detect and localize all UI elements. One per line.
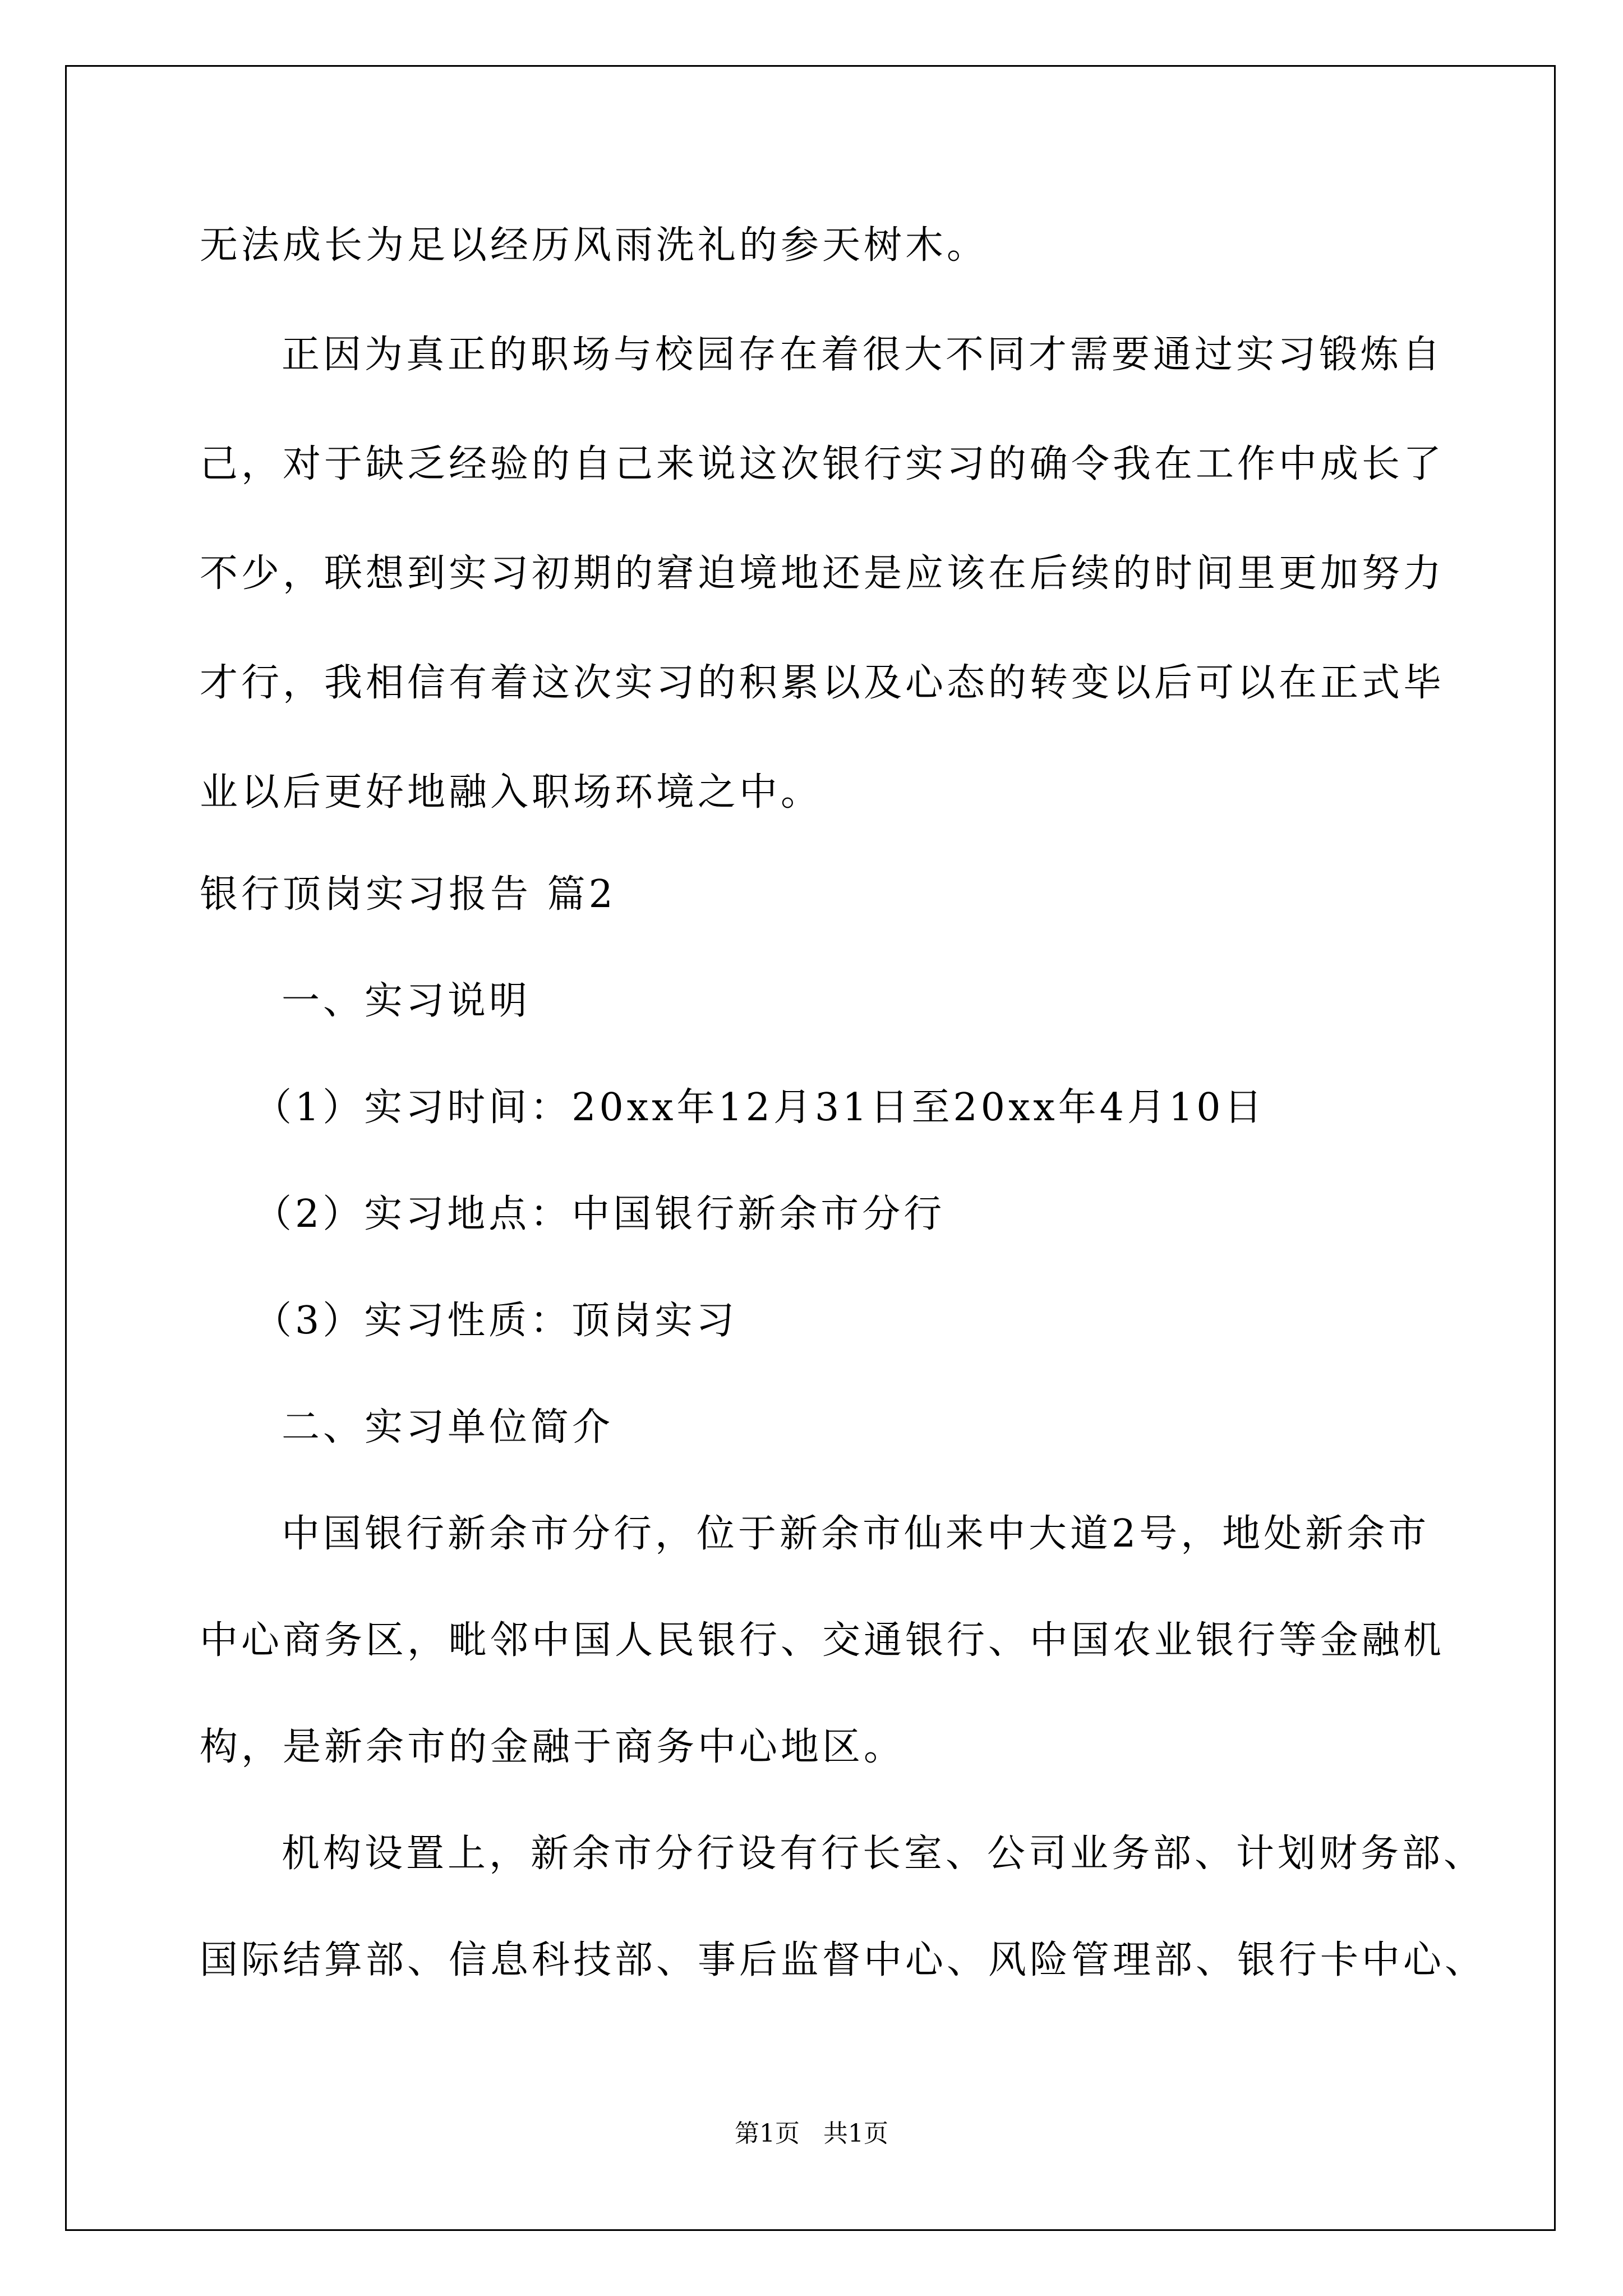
body-line: 国际结算部、信息科技部、事后监督中心、风险管理部、银行卡中心、 [200, 1938, 1487, 1982]
body-line: 正因为真正的职场与校园存在着很大不同才需要通过实习锻炼自 [282, 333, 1444, 377]
section-heading: 一、实习说明 [282, 979, 531, 1023]
body-line: 中国银行新余市分行，位于新余市仙来中大道2号，地处新余市 [282, 1512, 1430, 1556]
page-border [65, 65, 1556, 2231]
list-item: （2）实习地点：中国银行新余市分行 [253, 1192, 946, 1236]
section-title: 银行顶岗实习报告 篇2 [200, 872, 616, 917]
list-item: （1）实习时间：20xx年12月31日至20xx年4月10日 [253, 1085, 1266, 1130]
body-line: 构，是新余市的金融于商务中心地区。 [200, 1725, 906, 1769]
list-item: （3）实习性质：顶岗实习 [253, 1299, 738, 1343]
body-line: 不少，联想到实习初期的窘迫境地还是应该在后续的时间里更加努力 [200, 551, 1445, 596]
page-number: 第1页 共1页 [735, 2119, 888, 2148]
body-line: 中心商务区，毗邻中国人民银行、交通银行、中国农业银行等金融机 [200, 1618, 1445, 1663]
body-line: 才行，我相信有着这次实习的积累以及心态的转变以后可以在正式毕 [200, 661, 1445, 705]
section-heading: 二、实习单位简介 [282, 1405, 614, 1450]
body-line: 无法成长为足以经历风雨洗礼的参天树木。 [200, 223, 989, 268]
body-line: 机构设置上，新余市分行设有行长室、公司业务部、计划财务部、 [282, 1832, 1486, 1876]
body-line: 业以后更好地融入职场环境之中。 [200, 770, 823, 815]
body-line: 己，对于缺乏经验的自己来说这次银行实习的确令我在工作中成长了 [200, 442, 1445, 486]
